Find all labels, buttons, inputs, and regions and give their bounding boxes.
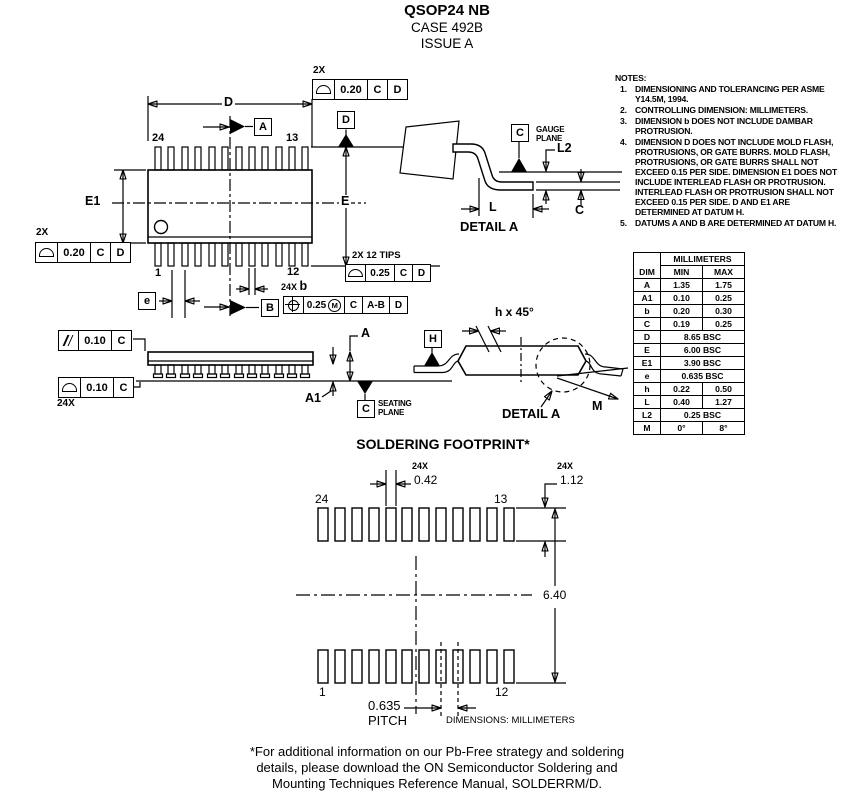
pin-1-label: 1 [155, 267, 162, 279]
datum-c-box: C [357, 400, 375, 418]
top-view-pins-bottom [155, 243, 308, 266]
qty-24x-pad-width: 24X [412, 461, 429, 471]
note-item [615, 137, 846, 217]
seating-plane-line2: PLANE [378, 407, 405, 417]
top-view-pins-top [155, 147, 308, 170]
fcf-position [283, 296, 408, 314]
row-span-value: 6.40 [543, 588, 567, 602]
note-text: DIMENSIONING AND TOLERANCING PER ASME Y14.5M, 1994. [635, 84, 825, 104]
parallelism-icon [63, 335, 74, 346]
table-row: A 1.35 1.75 [634, 279, 745, 292]
detail-a-gauge-caption: DETAIL A [460, 219, 519, 234]
seating-plane-line1: SEATING [378, 399, 412, 408]
dim-pad-height-lines [516, 484, 566, 683]
table-row: L 0.40 1.27 [634, 396, 745, 409]
position-tolerance-icon [288, 300, 299, 311]
datum-C-leader [357, 381, 373, 400]
note-item [615, 116, 846, 136]
footprint-pin-24: 24 [315, 492, 329, 506]
qty-2x-top-label: 2X [313, 65, 326, 76]
datum-A-leader [203, 119, 253, 134]
col-header-max: MAX [703, 266, 745, 279]
fcf-datum-ref: D [417, 267, 426, 279]
footer-line2: details, please download the ON Semiconductor Soldering and [256, 760, 618, 775]
pad-height-value: 1.12 [560, 473, 584, 487]
fcf-datum-ref: C [395, 265, 413, 281]
fcf-tolerance: 0.20 [58, 243, 91, 262]
table-row: M 0° 8° [634, 422, 745, 435]
table-row: E 6.00 BSC [634, 344, 745, 357]
fcf-datum-ref: C [368, 80, 388, 99]
dim-l-label: L [489, 200, 497, 214]
dim-d-label: D [224, 95, 234, 109]
dim-e1-label: E1 [85, 194, 101, 208]
footprint-title: SOLDERING FOOTPRINT* [356, 436, 530, 452]
pad-width-value: 0.42 [414, 473, 438, 487]
dimensions-table [633, 252, 745, 435]
fcf-tolerance: 0.20 [335, 80, 368, 99]
mmc-modifier-icon: M [328, 299, 341, 312]
fcf-tolerance: 0.10 [81, 378, 114, 397]
table-row: C 0.19 0.25 [634, 318, 745, 331]
seating-plane-label [378, 400, 412, 417]
note-item [615, 218, 846, 228]
fcf-tolerance [304, 297, 345, 313]
footer-line3: Mounting Techniques Reference Manual, SOLDERRM/D. [272, 776, 602, 791]
fcf-datum-ref: A-B [363, 297, 390, 313]
dim-A-lines [350, 336, 358, 381]
side-view-leads [154, 365, 310, 378]
side-view-linework [133, 336, 452, 400]
qty-24x-label: 24X [281, 282, 298, 292]
dim-E1-lines [114, 170, 146, 243]
footer-line1: *For additional information on our Pb-Free strategy and soldering [249, 744, 625, 759]
fcf-left-profile [35, 242, 131, 263]
qty-24x-leads-label: 24X [57, 398, 75, 409]
qty-2x-left-label: 2X [36, 227, 49, 238]
table-row: b 0.20 0.30 [634, 305, 745, 318]
gauge-plane-line2: PLANE [536, 133, 563, 143]
note-text: DATUMS A AND B ARE DETERMINED AT DATUM H. [635, 218, 837, 228]
dim-a-label: A [361, 326, 371, 340]
dim-c-label: C [575, 203, 585, 217]
footprint-linework [296, 470, 566, 719]
profile-leader [133, 382, 140, 387]
table-row: L2 0.25 BSC [634, 409, 745, 422]
dim-m-angle-label: M [592, 399, 603, 413]
dim-a1-label: A1 [305, 391, 321, 405]
dim-pad-width-lines [370, 470, 411, 506]
col-header-min: MIN [661, 266, 703, 279]
dim-h-chamfer-label: h x 45° [495, 305, 534, 319]
dim-b-lines [236, 268, 268, 295]
dim-pitch-e-box: e [138, 292, 156, 310]
footprint-pin-13: 13 [494, 492, 508, 506]
notes-block [615, 73, 846, 228]
table-row: h 0.22 0.50 [634, 383, 745, 396]
page-title: QSOP24 NB [404, 2, 490, 19]
fcf-parallelism [58, 330, 132, 351]
footprint-pin-1: 1 [319, 685, 326, 699]
note-number: 5. [620, 218, 627, 228]
dim-h-lines [462, 326, 506, 352]
fcf-profile-leads [58, 377, 134, 398]
pin-13-label: 13 [286, 132, 299, 144]
fcf-datum-ref: C [117, 334, 126, 347]
parallelism-leader [133, 339, 145, 351]
dim-e-label: E [341, 194, 350, 208]
fcf-datum-ref: D [394, 299, 403, 311]
top-view-linework [112, 96, 444, 318]
datum-D-leader [338, 130, 354, 148]
fcf-top-profile [312, 79, 408, 100]
pin-12-label: 12 [287, 266, 300, 278]
notes-heading: NOTES: [615, 73, 647, 83]
units-note: DIMENSIONS: MILLIMETERS [446, 715, 575, 726]
note-item [615, 105, 846, 115]
profile-of-surface-icon [39, 248, 54, 257]
datum-c-gauge-box: C [511, 124, 529, 142]
fcf-tolerance: 0.10 [79, 331, 112, 350]
fcf-datum-ref: C [345, 297, 363, 313]
datum-a-box: A [254, 118, 272, 136]
datum-H-leader [424, 347, 440, 366]
note-number: 2. [620, 105, 627, 115]
note-item [615, 84, 846, 104]
table-row: E1 3.90 BSC [634, 357, 745, 370]
table-row: D 8.65 BSC [634, 331, 745, 344]
profile-of-surface-icon [62, 383, 77, 392]
qty-24x-pad-height: 24X [557, 461, 574, 471]
datum-b-box: B [261, 299, 279, 317]
datum-h-box: H [424, 330, 442, 348]
detail-caption-arrow [541, 391, 552, 407]
dim-b-letter: b [299, 279, 308, 293]
note-text: DIMENSION D DOES NOT INCLUDE MOLD FLASH, PROTRUSIONS, OR GATE BURRS. MOLD FLASH, PROTRUSIONS, OR GATE BURRS SHALL NOT EXCEED 0.15 PER SIDE. DIMENSION E1 DOES NOT INCLUDE INTERLEAD FLASH OR PROTRUSION. INTERLEAD FLASH OR PROTRUSION SHALL NOT EXCEED 0.15 PER SIDE. D AND E1 ARE DETERMINED AT DATUM H. [635, 137, 838, 217]
note-text: CONTROLLING DIMENSION: MILLIMETERS. [635, 105, 808, 115]
table-row: A1 0.10 0.25 [634, 292, 745, 305]
fcf-tips-profile [345, 264, 431, 282]
table-header-row [634, 253, 745, 266]
datum-B-leader [204, 300, 259, 315]
issue-revision: ISSUE A [420, 36, 474, 51]
footprint-pin-12: 12 [495, 685, 509, 699]
note-number: 4. [620, 137, 627, 147]
fcf-tolerance-value: 0.25 [306, 299, 327, 311]
note-number: 1. [620, 84, 627, 94]
profile-of-surface-icon [316, 85, 331, 94]
datum-C-gauge-leader [511, 141, 527, 172]
fcf-tolerance: 0.25 [366, 265, 395, 281]
col-header-dim: DIM [634, 253, 661, 279]
table-row: e 0.635 BSC [634, 370, 745, 383]
detail-a-side-caption: DETAIL A [502, 406, 561, 421]
footprint-pads-top [318, 508, 514, 541]
dim-b-label [281, 280, 307, 293]
dim-M-angle-lines [557, 368, 628, 399]
detail-side-linework [414, 326, 628, 407]
note-number: 3. [620, 116, 627, 126]
pitch-label: PITCH [368, 713, 407, 728]
fcf-datum-ref: C [119, 381, 128, 394]
dim-A1-lines [322, 347, 333, 397]
pin1-indicator-icon [155, 221, 168, 234]
pin-24-label: 24 [152, 132, 165, 144]
fcf-datum-ref: D [393, 83, 402, 96]
note-text: DIMENSION b DOES NOT INCLUDE DAMBAR PROTRUSION. [635, 116, 813, 136]
dim-l2-label: L2 [557, 141, 572, 155]
col-header-units: MILLIMETERS [661, 253, 745, 266]
dim-e-lines [159, 270, 200, 318]
case-number: CASE 492B [410, 20, 484, 35]
dim-L2-lines [546, 150, 555, 204]
fcf-datum-ref: C [91, 243, 111, 262]
fcf-datum-ref: D [116, 246, 125, 259]
gauge-plane-line1: GAUGE [536, 125, 565, 134]
profile-of-surface-icon [348, 269, 363, 278]
pitch-value: 0.635 [368, 698, 401, 713]
dim-pitch-lines [404, 642, 476, 719]
datum-d-box: D [337, 111, 355, 129]
qty-tips-label: 2X 12 TIPS [352, 250, 401, 261]
